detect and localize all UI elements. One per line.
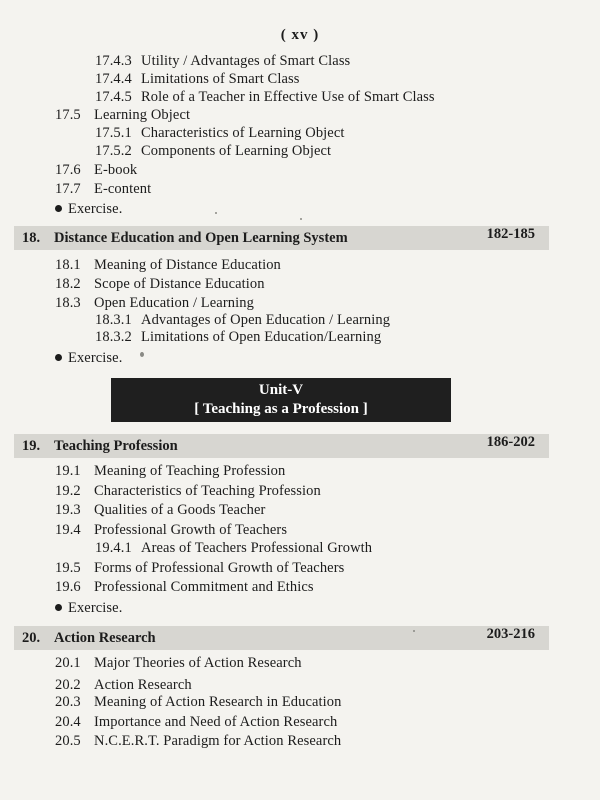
toc-entry [95, 125, 345, 142]
chapter-heading [14, 626, 549, 650]
entry-text: Learning Object [94, 107, 191, 123]
exercise-entry [55, 201, 122, 218]
entry-number: 17.5 [55, 107, 81, 123]
entry-text: Role of a Teacher in Effective Use of Smart Class [141, 89, 435, 105]
toc-entry [95, 89, 435, 106]
entry-number: 20.5 [55, 733, 81, 749]
entry-text: Characteristics of Teaching Profession [94, 483, 321, 499]
toc-entry [55, 522, 287, 539]
toc-entry [55, 733, 341, 750]
entry-text: Action Research [94, 677, 192, 693]
entry-number: 20.3 [55, 694, 81, 710]
chapter-title: Action Research [54, 630, 156, 646]
scan-speck [215, 212, 217, 214]
entry-text: Meaning of Action Research in Education [94, 694, 342, 710]
entry-text: Forms of Professional Growth of Teachers [94, 560, 345, 576]
entry-text: Advantages of Open Education / Learning [141, 312, 391, 328]
entry-number: 19.5 [55, 560, 81, 576]
toc-entry [55, 257, 281, 274]
toc-entry [95, 143, 331, 160]
exercise-entry [55, 350, 122, 367]
entry-number: 18.3.2 [95, 329, 132, 345]
entry-text: Limitations of Open Education/Learning [141, 329, 382, 345]
toc-entry [55, 463, 285, 480]
toc-entry [55, 502, 265, 519]
entry-number: 18.3 [55, 295, 81, 311]
entry-text: Utility / Advantages of Smart Class [141, 53, 351, 69]
entry-number: 17.6 [55, 162, 81, 178]
scan-speck [140, 352, 144, 357]
entry-number: 20.4 [55, 714, 81, 730]
entry-text: E-book [94, 162, 138, 178]
unit-subtitle: [ Teaching as a Profession ] [194, 401, 368, 417]
toc-entry [55, 162, 137, 179]
toc-entry [55, 276, 265, 293]
entry-number: 19.4 [55, 522, 81, 538]
scan-speck [300, 218, 302, 220]
entry-number: 19.2 [55, 483, 81, 499]
entry-text: Professional Growth of Teachers [94, 522, 288, 538]
toc-entry [55, 483, 321, 500]
entry-number: 17.7 [55, 181, 81, 197]
entry-text: Professional Commitment and Ethics [94, 579, 314, 595]
bullet-icon [55, 205, 62, 212]
entry-text: Scope of Distance Education [94, 276, 265, 292]
entry-text: N.C.E.R.T. Paradigm for Action Research [94, 733, 342, 749]
entry-text: Exercise. [68, 600, 123, 616]
toc-entry [55, 694, 342, 711]
entry-number: 17.4.4 [95, 71, 132, 87]
toc-entry [95, 312, 390, 329]
chapter-pages: 182-185 [486, 226, 535, 242]
chapter-number: 18. [22, 230, 41, 246]
exercise-entry [55, 600, 122, 617]
bullet-icon [55, 354, 62, 361]
entry-text: Limitations of Smart Class [141, 71, 300, 87]
toc-entry [55, 107, 190, 124]
entry-text: Open Education / Learning [94, 295, 254, 311]
toc-entry [55, 655, 302, 672]
entry-text: Exercise. [68, 201, 123, 217]
entry-text: Qualities of a Goods Teacher [94, 502, 266, 518]
toc-entry [55, 560, 344, 577]
toc-entry [95, 329, 381, 346]
entry-text: Components of Learning Object [141, 143, 332, 159]
entry-number: 19.1 [55, 463, 81, 479]
entry-number: 18.1 [55, 257, 81, 273]
entry-text: Importance and Need of Action Research [94, 714, 338, 730]
toc-entry [55, 295, 254, 312]
chapter-pages: 203-216 [486, 626, 535, 642]
unit-label: Unit-V [258, 382, 304, 398]
chapter-title: Teaching Profession [54, 438, 178, 454]
page-number: ( xv ) [280, 27, 320, 43]
entry-number: 19.3 [55, 502, 81, 518]
scan-speck [413, 630, 415, 632]
entry-number: 20.1 [55, 655, 81, 671]
entry-number: 19.6 [55, 579, 81, 595]
bullet-icon [55, 604, 62, 611]
entry-number: 19.4.1 [95, 540, 132, 556]
chapter-heading [14, 434, 549, 458]
entry-number: 17.5.1 [95, 125, 132, 141]
toc-entry [55, 579, 314, 596]
entry-text: Exercise. [68, 350, 123, 366]
entry-number: 17.4.5 [95, 89, 132, 105]
unit-banner [111, 378, 451, 422]
entry-text: Characteristics of Learning Object [141, 125, 345, 141]
entry-number: 17.4.3 [95, 53, 132, 69]
entry-number: 17.5.2 [95, 143, 132, 159]
entry-text: Meaning of Distance Education [94, 257, 281, 273]
toc-entry [95, 540, 372, 557]
chapter-heading [14, 226, 549, 250]
entry-number: 18.2 [55, 276, 81, 292]
entry-text: E-content [94, 181, 152, 197]
toc-entry [55, 677, 192, 694]
entry-number: 18.3.1 [95, 312, 132, 328]
chapter-number: 19. [22, 438, 41, 454]
toc-entry [55, 181, 151, 198]
toc-entry [95, 53, 350, 70]
entry-text: Areas of Teachers Professional Growth [141, 540, 373, 556]
entry-text: Meaning of Teaching Profession [94, 463, 286, 479]
entry-number: 20.2 [55, 677, 81, 693]
entry-text: Major Theories of Action Research [94, 655, 302, 671]
toc-entry [95, 71, 299, 88]
chapter-pages: 186-202 [486, 434, 535, 450]
toc-entry [55, 714, 337, 731]
chapter-title: Distance Education and Open Learning System [54, 230, 348, 246]
chapter-number: 20. [22, 630, 41, 646]
